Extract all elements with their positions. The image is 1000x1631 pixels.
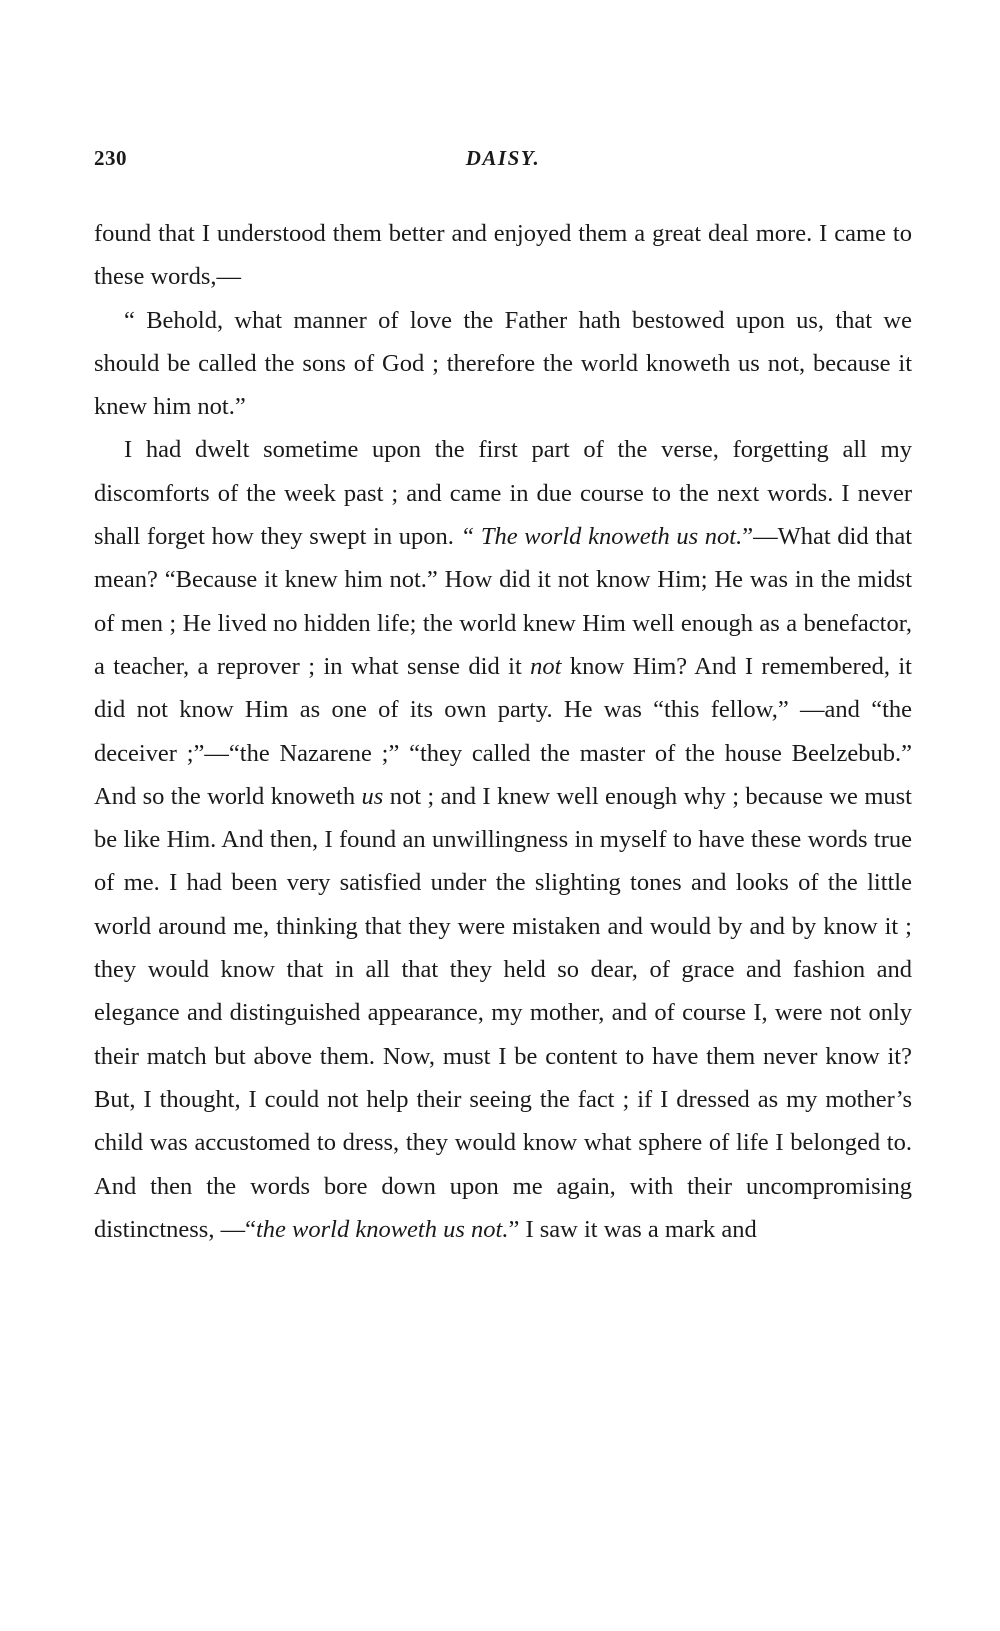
text-segment: I had dwelt sometime upon the first part of the verse, forgetting all my discomforts of the week past ; and came in due course to the next words. I never shall forget how they swept in upon. bbox=[94, 436, 912, 551]
italic-text-segment: “ The world knoweth us not. bbox=[460, 523, 743, 551]
paragraph bbox=[94, 212, 912, 299]
text-segment: ”—What did that mean? “Because it knew him not.” How did it not know Him; He was in the midst of men ; He lived no hidden life; the world knew Him well enough as a benefactor, a teacher, a reprover ; in what sense did it bbox=[94, 523, 913, 680]
page-number: 230 bbox=[94, 146, 127, 170]
italic-text-segment: us bbox=[361, 782, 384, 810]
italic-text-segment: not bbox=[530, 652, 562, 680]
text-segment: ” I saw it was a mark and bbox=[508, 1215, 757, 1243]
paragraph bbox=[94, 299, 912, 429]
text-segment: not ; and I knew well enough why ; because we must be like Him. And then, I found an unwillingness in myself to have these words true of me. I had been very satisfied under the slighting tones and looks of the little world around me, thinking that they were mistaken and would by and by know it ; they would know that in all that they held so dear, of grace and fashion and elegance and distinguished appearance, my mother, and of course I, were not only their match but above them. Now, must I be content to have them never know it? But, I thought, I could not help their seeing the fact ; if I dressed as my mother’s child was accustomed to dress, they would know what sphere of life I belonged to. And then the words bore down upon me again, with their uncompromising distinctness, —“ bbox=[94, 782, 912, 1243]
running-title: DAISY. bbox=[465, 146, 541, 170]
text-segment: “ Behold, what manner of love the Father hath bestowed upon us, that we should be called the sons of God ; therefore the world knoweth us not, because it knew him not.” bbox=[94, 306, 912, 421]
text-segment: know Him? And I remembered, it did not know Him as one of its own party. He was “this fellow,” —and “the deceiver ;”—“the Nazarene ;” “they called the master of the house Beelzebub.” And so the world knoweth bbox=[94, 652, 912, 810]
paragraph bbox=[94, 428, 912, 1251]
italic-text-segment: the world knoweth us not. bbox=[255, 1215, 509, 1243]
body-text bbox=[94, 212, 912, 1251]
text-segment: found that I understood them better and enjoyed them a great deal more. I came to these words,— bbox=[94, 220, 912, 291]
page-header bbox=[94, 146, 912, 176]
